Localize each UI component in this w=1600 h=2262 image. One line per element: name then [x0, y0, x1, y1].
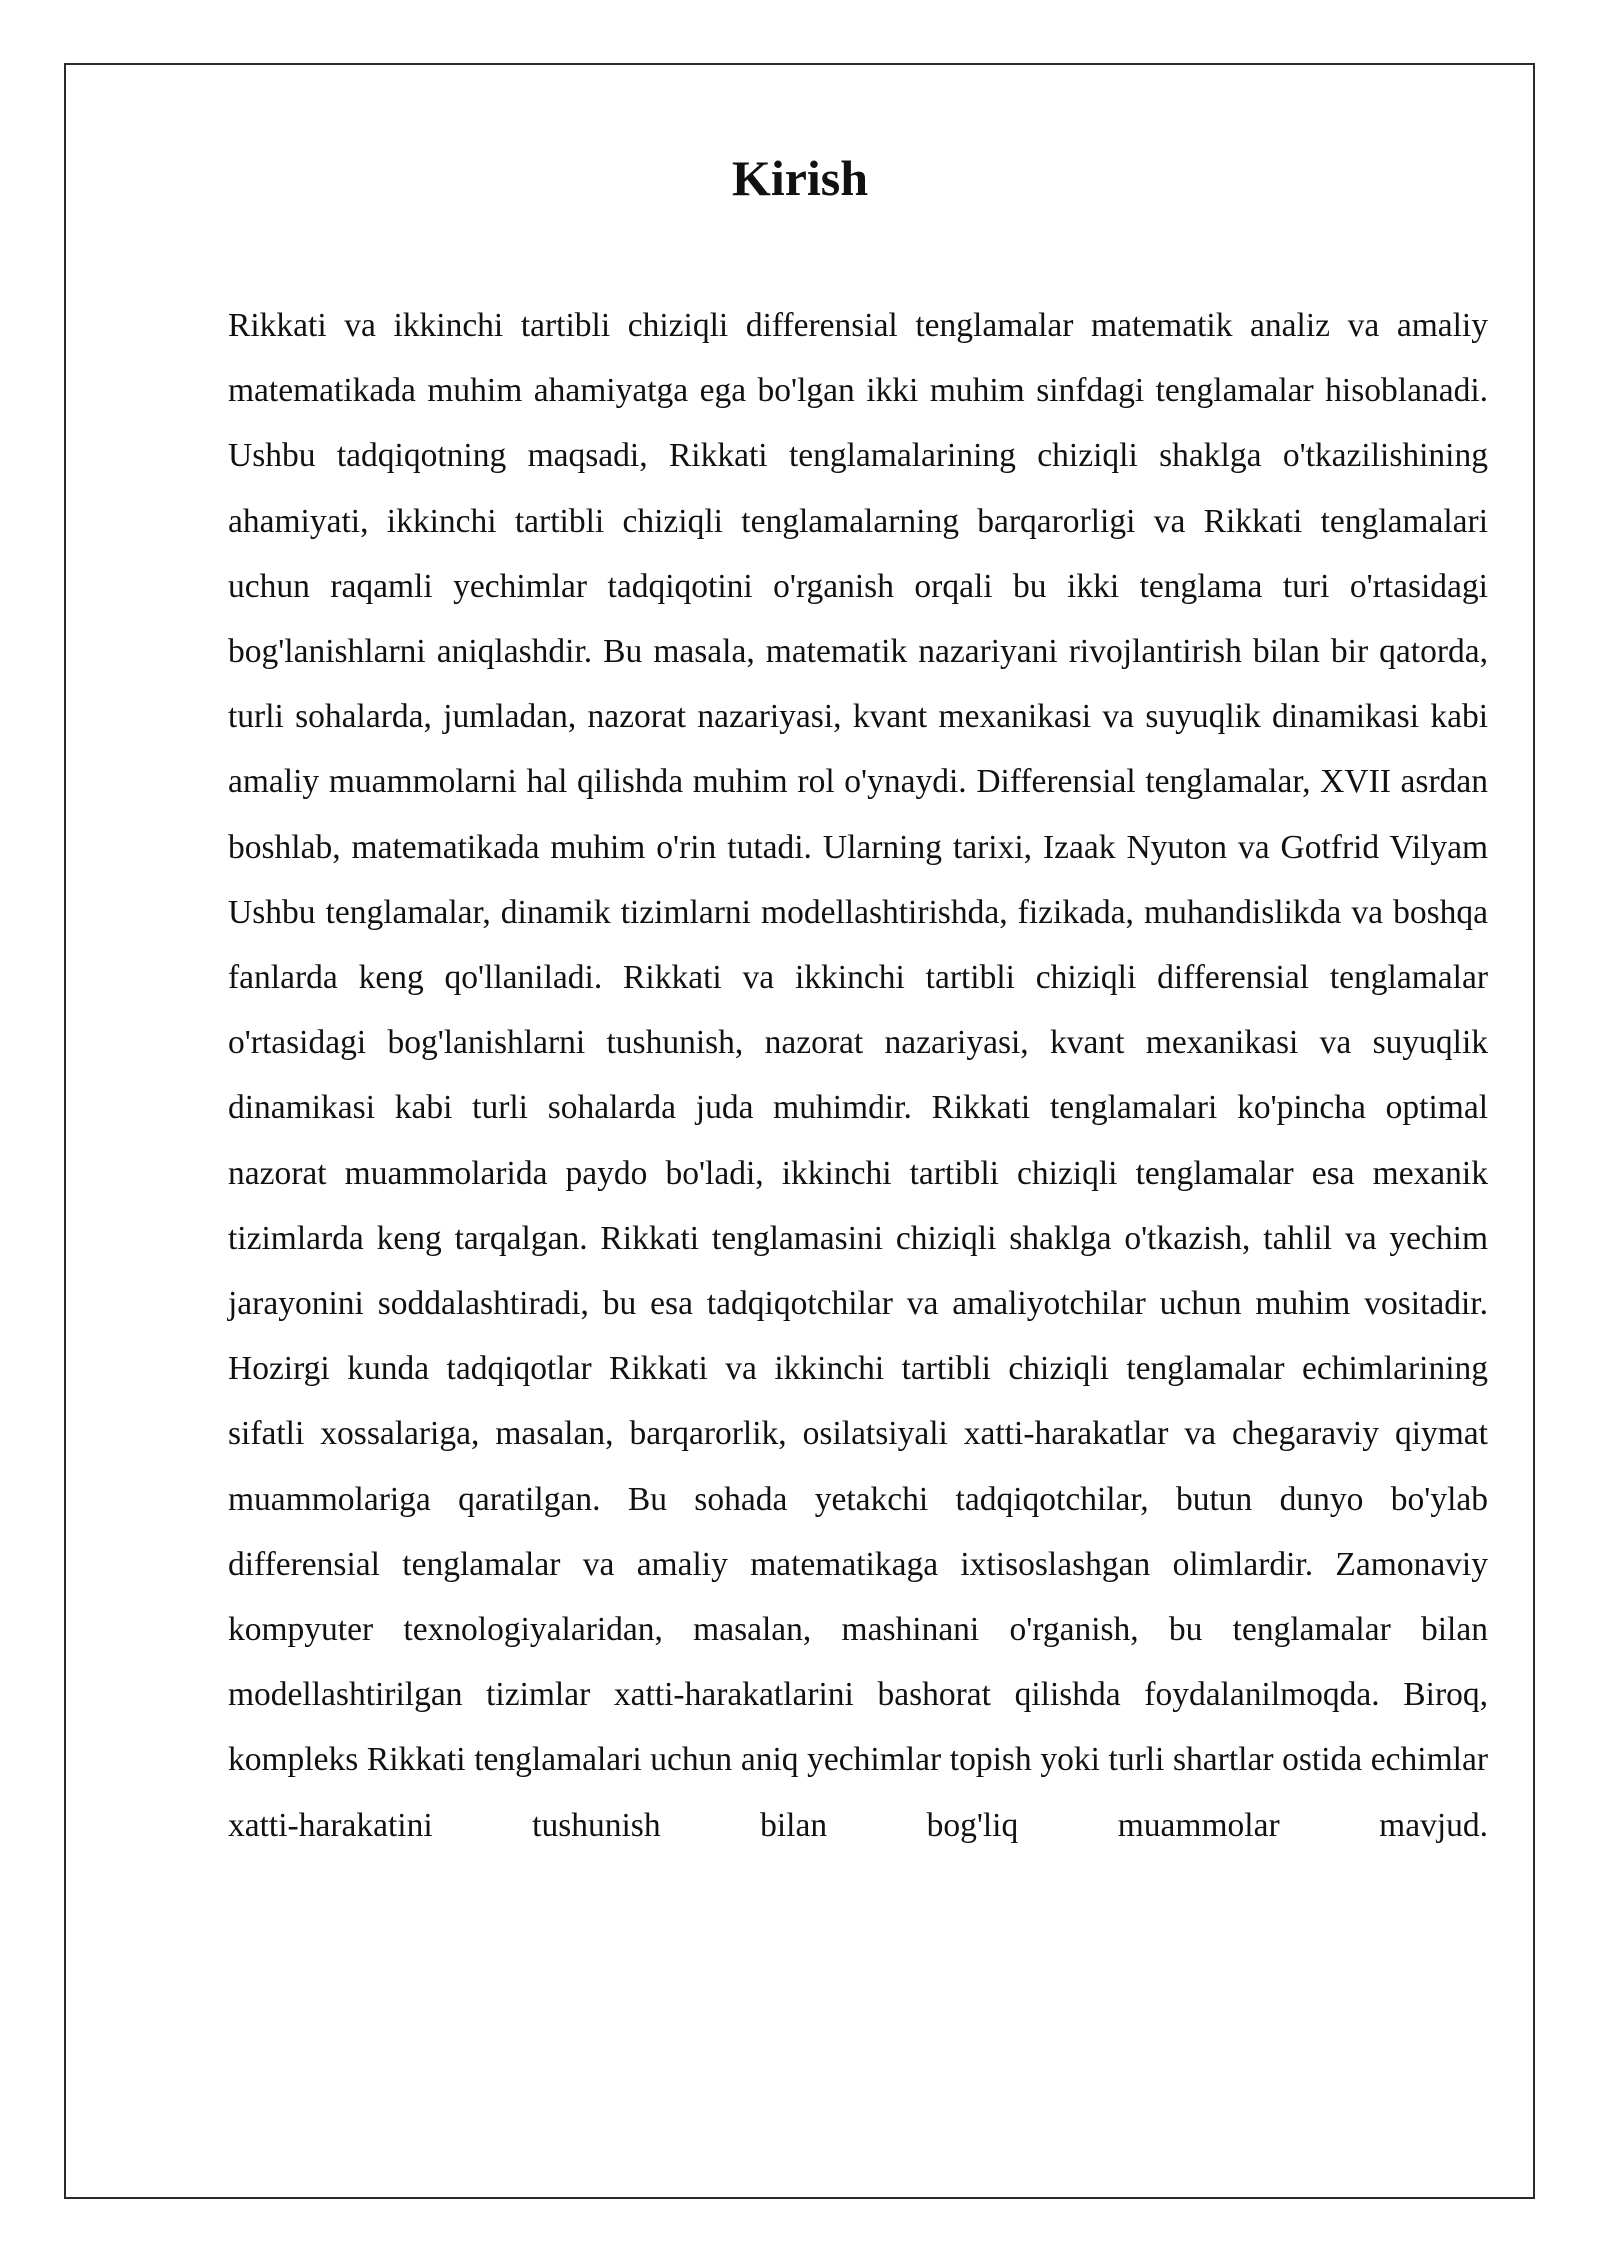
page-title: Kirish [731, 150, 869, 206]
body-paragraph: Rikkati va ikkinchi tartibli chiziqli differensial tenglamalar matematik analiz va amaliy matematikada muhim ahamiyatga ega bo'lgan ikki muhim sinfdagi tenglamalar hisoblanadi. Ushbu tadqiqotning maqsadi, Rikkati tenglamalarining chiziqli shaklga o'tkazilishining ahamiyati, ikkinchi tartibli chiziqli tenglamalarning barqarorligi va Rikkati tenglamalari uchun raqamli yechimlar tadqiqotini o'rganish orqali bu ikki tenglama turi o'rtasidagi bog'lanishlarni aniqlashdir. Bu masala, matematik nazariyani rivojlantirish bilan bir qatorda, turli sohalarda, jumladan, nazorat nazariyasi, kvant mexanikasi va suyuqlik dinamikasi kabi amaliy muammolarni hal qilishda muhim rol o'ynaydi. Differensial tenglamalar, XVII asrdan boshlab, matematikada muhim o'rin tutadi. Ularning tarixi, Izaak Nyuton va Gotfrid Vilyam Ushbu tenglamalar, dinamik tizimlarni modellashtirishda, fizikada, muhandislikda va boshqa fanlarda keng qo'llaniladi. Rikkati va ikkinchi tartibli chiziqli differensial tenglamalar o'rtasidagi bog'lanishlarni tushunish, nazorat nazariyasi, kvant mexanikasi va suyuqlik dinamikasi kabi turli sohalarda juda muhimdir. Rikkati tenglamalari ko'pincha optimal nazorat muammolarida paydo bo'ladi, ikkinchi tartibli chiziqli tenglamalar esa mexanik tizimlarda keng tarqalgan. Rikkati tenglamasini chiziqli shaklga o'tkazish, tahlil va yechim jarayonini soddalashtiradi, bu esa tadqiqotchilar va amaliyotchilar uchun muhim vositadir. Hozirgi kunda tadqiqotlar Rikkati va ikkinchi tartibli chiziqli tenglamalar echimlarining sifatli xossalariga, masalan, barqarorlik, osilatsiyali xatti-harakatlar va chegaraviy qiymat muammolariga qaratilgan. Bu sohada yetakchi tadqiqotchilar, butun dunyo bo'ylab differensial tenglamalar va amaliy matematikaga ixtisoslashgan olimlardir. Zamonaviy kompyuter texnologiyalaridan, masalan, mashinani o'rganish, bu tenglamalar bilan modellashtirilgan tizimlar xatti-harakatlarini bashorat qilishda foydalanilmoqda. Biroq, kompleks Rikkati tenglamalari uchun aniq yechimlar topish yoki turli shartlar ostida echimlar xatti-harakatini tushunish bilan bog'liq muammolar mavjud. [228, 307, 1488, 1844]
